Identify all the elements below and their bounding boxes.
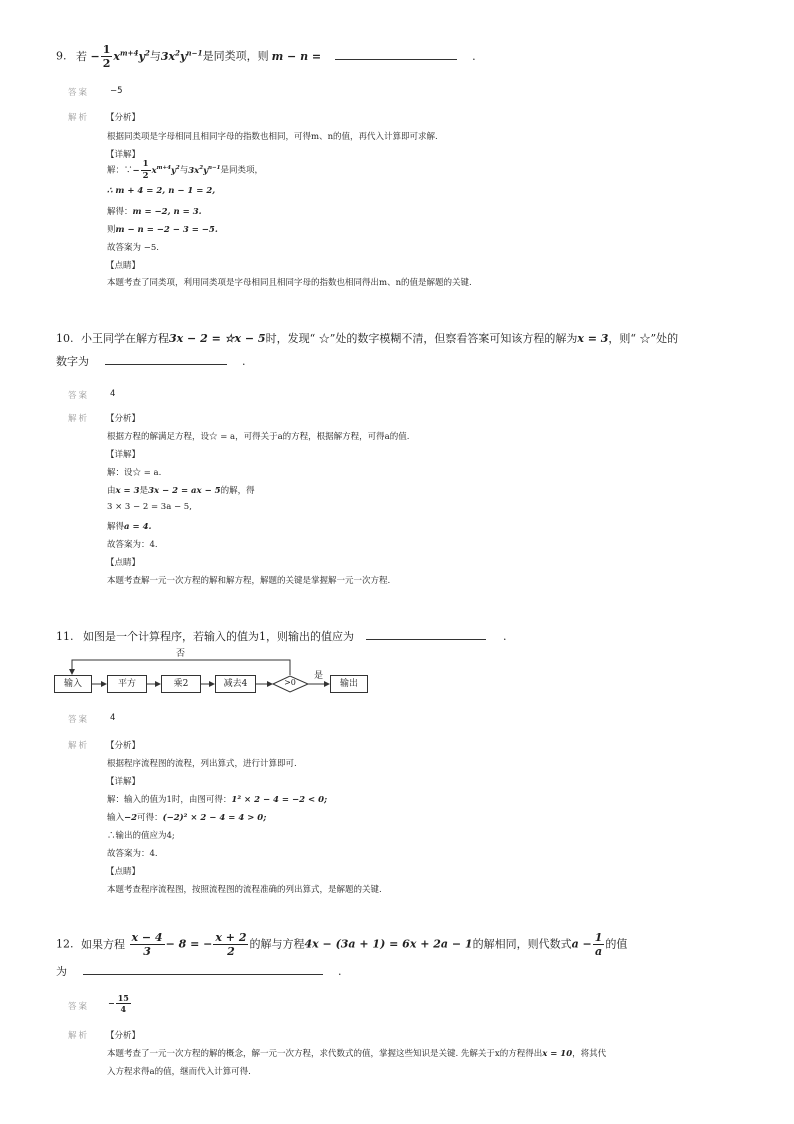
question-11: 11. 如图是一个计算程序，若输入的值为1，则输出的值应为 .: [56, 630, 507, 643]
flow-multiply-box: 乘2: [161, 675, 201, 693]
comment-text: 本题考查了同类项，利用同类项是字母相同且相同字母的指数也相同得出m、n的值是解题的关键.: [107, 278, 472, 288]
detail-heading: 【详解】: [106, 777, 141, 787]
analysis-label: 解析: [68, 741, 90, 751]
question-number: 9.: [56, 49, 67, 63]
question-number: 12.: [56, 937, 74, 951]
solution-line: 解得a = 4.: [107, 522, 152, 532]
flow-subtract-box: 减去4: [215, 675, 256, 693]
question-9: 9. 若 − $\frac{1}{2}$ $x^{m+4}y^2$与$3x^2y^{n-1}$是同类项，则 m − n = .: [56, 43, 476, 70]
flow-yes-label: 是: [314, 671, 324, 681]
comment-heading: 【点睛】: [106, 261, 141, 271]
flow-condition-label: >0: [284, 678, 296, 687]
comment-heading: 【点睛】: [106, 558, 141, 568]
answer-value: 4: [110, 389, 116, 399]
comment-text: 本题考查程序流程图，按照流程图的流程准确的列出算式，是解题的关键.: [107, 885, 382, 895]
question-12-line2: 为 .: [56, 965, 342, 978]
answer-blank[interactable]: [83, 964, 323, 975]
analysis-text: 本题考查了一元一次方程的解的概念，解一元一次方程，求代数式的值，掌握这些知识是关键. 先解关于x的方程得出x = 10，将其代: [107, 1049, 607, 1059]
analysis-text: 根据程序流程图的流程，列出算式，进行计算即可.: [107, 759, 297, 769]
solution-line: 故答案为：4.: [107, 540, 158, 550]
question-12: 12. 如果方程 $\frac{x - 4}{3}$ − 8 = − $\frac{x + 2}{2}$ 的解与方程4x − (3a + 1) = 6x + 2a − 1的解相同，则代数式a − $\frac{1}{a}$ 的值: [56, 931, 628, 958]
flow-square-box: 平方: [107, 675, 147, 693]
answer-label: 答案: [68, 391, 90, 401]
question-10: 10. 小王同学在解方程3x − 2 = ☆x − 5时，发现“ ☆”处的数字模糊不清，但察看答案可知该方程的解为x = 3，则“ ☆”处的: [56, 332, 679, 345]
detail-heading: 【详解】: [106, 450, 141, 460]
solution-line: 解：∵− $\frac{1}{2}$ $x^{m+4}y^2$与$3x^2y^{n-1}$是同类项，: [107, 159, 264, 181]
solution-line: ∴输出的值应为4;: [107, 831, 175, 841]
analysis-text: 根据方程的解满足方程，设☆ = a，可得关于a的方程，根据解方程，可得a的值.: [107, 432, 410, 442]
solution-line: 故答案为：4.: [107, 849, 158, 859]
answer-value: −5: [110, 86, 123, 96]
fraction: $\frac{x + 2}{2}$: [215, 931, 247, 958]
analysis-heading: 【分析】: [106, 113, 141, 123]
math-expression: − $\frac{1}{2}$ $x^{m+4}y^2$: [90, 43, 150, 70]
solution-line: 则m − n = −2 − 3 = −5.: [107, 225, 218, 235]
analysis-heading: 【分析】: [106, 414, 141, 424]
math-expression: $3x^2y^{n-1}$: [160, 47, 203, 63]
flow-no-label: 否: [176, 649, 186, 659]
solution-line: 故答案为 −5.: [107, 243, 159, 253]
comment-text: 本题考查解一元一次方程的解和解方程，解题的关键是掌握解一元一次方程.: [107, 576, 391, 586]
fraction: $\frac{1}{a}$: [594, 931, 603, 958]
detail-heading: 【详解】: [106, 150, 141, 160]
answer-label: 答案: [68, 1002, 90, 1012]
question-10-line2: 数字为 .: [56, 355, 246, 368]
analysis-label: 解析: [68, 1031, 90, 1041]
solution-line: 由x = 3是3x − 2 = ax − 5的解，得: [107, 486, 255, 496]
analysis-text: 根据同类项是字母相同且相同字母的指数也相同，可得m、n的值，再代入计算即可求解.: [107, 132, 438, 142]
solution-line: 解得：m = −2, n = 3.: [107, 207, 202, 217]
answer-value: 4: [110, 713, 116, 723]
analysis-label: 解析: [68, 113, 90, 123]
flow-output-box: 输出: [330, 675, 368, 693]
answer-label: 答案: [68, 715, 90, 725]
analysis-text: 入方程求得a的值，继而代入计算可得.: [107, 1067, 251, 1077]
flow-input-box: 输入: [54, 675, 92, 693]
analysis-heading: 【分析】: [106, 1031, 141, 1041]
question-number: 11.: [56, 630, 74, 643]
fraction: $\frac{x - 4}{3}$: [131, 931, 163, 958]
comment-heading: 【点睛】: [106, 867, 141, 877]
solution-line: 3 × 3 − 2 = 3a − 5,: [107, 502, 192, 512]
solution-line: ∴ m + 4 = 2, n − 1 = 2,: [107, 186, 216, 196]
analysis-heading: 【分析】: [106, 741, 141, 751]
solution-line: 输入−2可得：(−2)² × 2 − 4 = 4 > 0;: [107, 813, 267, 823]
solution-line: 解：输入的值为1时，由图可得：1² × 2 − 4 = −2 < 0;: [107, 795, 328, 805]
question-number: 10.: [56, 332, 74, 345]
answer-value: − $\frac{15}{4}$: [108, 993, 129, 1014]
solution-line: 解：设☆ = a.: [107, 468, 162, 478]
answer-label: 答案: [68, 88, 90, 98]
analysis-label: 解析: [68, 414, 90, 424]
